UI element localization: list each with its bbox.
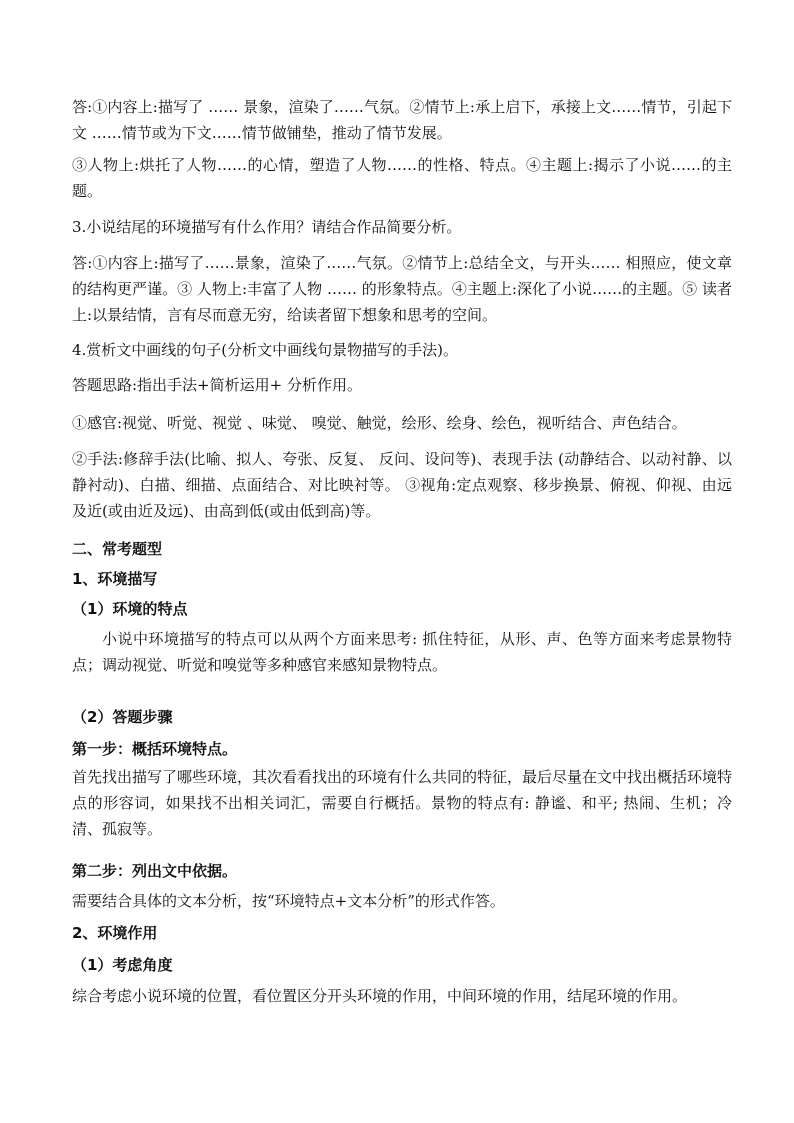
- features-paragraph: 小说中环境描写的特点可以从两个方面来思考: 抓住特征，从形、声、色等方面来考虑景物特点；调动视觉、听觉和嗅觉等多种感官来感知景物特点。: [72, 630, 732, 674]
- subsection-heading-effect: 2、环境作用: [72, 924, 158, 942]
- section-heading-common-types: 二、常考题型: [72, 540, 163, 558]
- question-4: 4.赏析文中画线的句子(分析文中画线句景物描写的手法)。: [72, 341, 459, 359]
- subsection-heading-environment: 1、环境描写: [72, 570, 158, 588]
- question-3: 3.小说结尾的环境描写有什么作用？请结合作品简要分析。: [72, 218, 462, 236]
- subsection-heading-angle: （1）考虑角度: [72, 956, 173, 974]
- answer-paragraph-1: 答:①内容上:描写了 …… 景象，渲染了……气氛。②情节上:承上启下，承接上文……情节，引起下文 ……情节或为下文……情节做铺垫，推动了情节发展。: [72, 98, 732, 142]
- answer-paragraph-2: ③人物上:烘托了人物……的心情，塑造了人物……的性格、特点。④主题上:揭示了小说……的主题。: [72, 156, 732, 200]
- angle-paragraph: 综合考虑小说环境的位置，看位置区分开头环境的作用，中间环境的作用，结尾环境的作用。: [72, 987, 688, 1005]
- techniques-item: ②手法:修辞手法(比喻、拟人、夸张、反复、 反问、设问等)、表现手法 (动静结合、以动衬静、以静衬动)、白描、细描、点面结合、对比映衬等。 ③视角:定点观察、移步换景、俯视、仰视、由远及近(或由近及远)、由高到低(或由低到高)等。: [72, 450, 732, 520]
- answer-approach: 答题思路:指出手法+简析运用+ 分析作用。: [72, 376, 362, 394]
- step-one-paragraph: 首先找出描写了哪些环境，其次看看找出的环境有什么共同的特征，最后尽量在文中找出概括环境特点的形容词，如果找不出相关词汇，需要自行概括。景物的特点有: 静谧、和平; 热闹、生机；冷清、孤寂等。: [72, 768, 733, 838]
- senses-item: ①感官:视觉、听觉、视觉 、味觉、 嗅觉、触觉，绘形、绘身、绘色，视听结合、声色结合。: [72, 414, 687, 432]
- answer-paragraph-3: 答:①内容上:描写了……景象，渲染了……气氛。②情节上:总结全文，与开头…… 相照应，使文章的结构更严谨。③ 人物上:丰富了人物 …… 的形象特点。④主题上:深化了小说……的主题。⑤ 读者上:以景结情，言有尽而意无穷，给读者留下想象和思考的空间。: [72, 254, 732, 324]
- step-one-heading: 第一步：概括环境特点。: [72, 740, 238, 758]
- step-two-paragraph: 需要结合具体的文本分析，按“环境特点+文本分析”的形式作答。: [72, 892, 505, 910]
- step-two-heading: 第二步：列出文中依据。: [72, 862, 238, 880]
- subsection-heading-features: （1）环境的特点: [72, 600, 188, 618]
- subsection-heading-steps: （2）答题步骤: [72, 708, 173, 726]
